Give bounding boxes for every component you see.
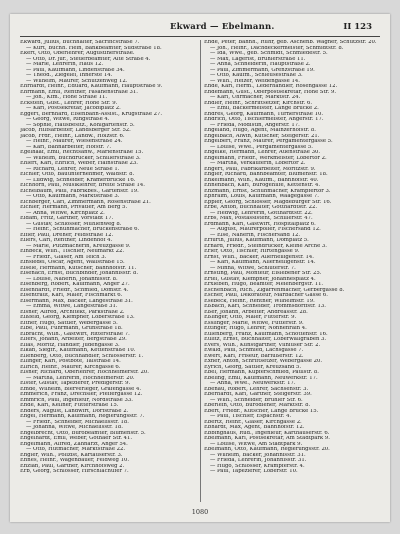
directory-entry: — Karl, Kaufmann, Allerheiligenstr. 14. [210, 260, 316, 265]
directory-entry: — Richard, Lehrer, Neue Straße 1. [26, 166, 120, 172]
column-divider [200, 40, 201, 502]
directory-entry: Ende, Karl, Kellner, Futterstraße 15. [20, 403, 119, 408]
directory-entry: Erbs, Max, Postassistent, Schillerstr. 47. [204, 216, 313, 221]
directory-entry: — Theod., Ziegelei, Innerste 14. [26, 73, 113, 78]
directory-entry: — Anna, Witwe, Kirchplatz 2. [26, 210, 105, 216]
directory-entry: — Paul, Tapezierer, Löberstr. 10. [210, 469, 298, 474]
directory-entry: Einbeck, Wilh., Tischler, Neumarkt 22. [20, 249, 125, 254]
directory-entry: Eifler, Paul, Dreher, Feldstraße 12. [20, 232, 114, 238]
directory-entry: Eppler, Georg, Schlosser, Magdeburger Str. 16. [204, 199, 332, 205]
directory-entry: Elbracht, Wilh., Gastwirt, Ritterstraße 7. [20, 331, 130, 337]
directory-entry: — Sophie, Hausbesitz., Kohlgartenstr. 5. [26, 122, 135, 128]
directory-entry: Eisentraut, Karl, Maler, Fischmarkt 6. [20, 293, 123, 298]
directory-entry: Erbe, Anton, Buchhalter, Gotthardtstr. 22. [204, 205, 318, 210]
directory-entry: — Otto, Kaufm., Schleusestraße 3. [210, 73, 303, 78]
directory-entry: — Frieda, Lehrerin, Johannisstr. 31. [210, 458, 307, 463]
directory-entry: — Karl, Postsekretär, Jacobiplatz 2. [26, 106, 121, 111]
directory-entry: — Kurt, Buchh. Hein, Bankbeamter, Südstraße 18. [26, 45, 162, 51]
directory-entry: Ekward, Julius, Buchhalter, Sacrificstraße 7. [20, 40, 140, 45]
directory-entry: Eschenbach, Rich., Zigarrenmacher, Gerbergasse 8. [204, 287, 345, 293]
directory-entry: Ertel, Gustav, Klempner, Johannesplatz 4. [204, 276, 316, 282]
directory-entry: Erb, Georg, Schlosser, Hirschlachufer 7. [20, 469, 129, 474]
directory-entry: — Louise, Näherin, Johannisstr. 8. [26, 276, 118, 282]
directory-entry: Esslinger, Marie, Witwe, Futterstr. 9. [204, 320, 304, 326]
directory-entry: Enkelmann, Wilh., Kaufm., Bahnhofstr. 40. [204, 177, 319, 183]
directory-entry: Ebbinghaus, Rud., Ingenieur, Karthäuserstr. 6. [204, 430, 330, 436]
directory-entry: — Max, Lagerist, Brühlerstraße 11. [210, 56, 306, 62]
directory-entry: Ernsting, Paul, Monteur, Eislebener Str. 25. [204, 271, 322, 276]
directory-entry: Elfers, Johann, Arbeiter, Bergstraße 29. [20, 337, 127, 342]
directory-entry: Eitner, Hugo, Sattler, Webergasse 5. [20, 320, 118, 326]
directory-entry: Eisenberg, Robert, Kaufmann, Anger 27. [20, 282, 130, 287]
directory-entry: — Emil, Bäckermeister, Lange Brücke 2. [210, 106, 319, 111]
directory-entry: Eichler, Hermann, Privatier, Am Berg 5. [20, 205, 128, 210]
directory-entry: — Otto, Hutmacher, Marktstraße 22. [26, 447, 126, 452]
directory-entry: Enzian, Paul, Gärtner, Kirchhofsweg 2. [20, 463, 125, 469]
directory-entry: Ebenau, Robert, Lehrer, Sachsenstr. 3. [204, 386, 309, 392]
directory-entry: — Emma, Witwe, Langestraße 31. [26, 304, 118, 309]
directory-entry: Engelmann, Friedr., Werkmeister, Löbertor 2. [204, 155, 327, 161]
directory-entry: Ebert, Friedr., Kutscher, Lange Brücke 15. [204, 408, 319, 414]
directory-entry: Emde, Wilhelm, Bierverleger, Grafengasse 4. [20, 386, 142, 392]
directory-entry: Eßlinger, Otto, Maler, Futterstr. 9. [204, 315, 297, 320]
directory-entry: Exner, Anton, Schriftsetzer, Webergasse 20. [204, 359, 323, 364]
directory-entry: Escher, Paul, Dekorateur, Marbacher Gasse 6. [204, 293, 328, 298]
directory-entry: — Paul, Tischler, Espachstr. 4. [210, 414, 292, 419]
directory-entry: Emmerich, Franz, Drechsler, Pfeifergasse 12. [20, 392, 143, 397]
directory-entry: — Wilhelm, Maurer, Schützenweg 12. [26, 78, 128, 84]
directory-entry: — Anna, Wwe., Neuwerkstr. 17. [210, 381, 296, 386]
directory-entry: Enzmann, Ernst, Schuhmacher, Krämpfertor 3. [204, 188, 331, 194]
directory-entry: — Paul, Kaufmann, Lindenstraße 34. [26, 67, 125, 73]
directory-entry: — Wilh., Schneider, Brühler Str. 6. [210, 397, 303, 403]
directory-entry: Endrich, Otto, Tischlermeister, Angerstr. 17. [204, 117, 324, 122]
directory-entry: — Hugo, Schlosser, Krämpferstr. 4. [210, 463, 305, 469]
directory-entry: — Karl, Bahnarbeiter, Hofstr. 7. [26, 144, 112, 150]
directory-entry: Egelhaaf, Emil, Rechtsanw., Marienstraße 15. [20, 150, 144, 155]
directory-entry: Engelke, Hermann, Lehrer, Auenstraße 30. [204, 150, 321, 155]
directory-entry: — Otto, Dr. jur., Steuerbeamter, Alte Straße 4. [26, 56, 151, 62]
directory-entry: Erdmann, Karl, Gastwirt, Hospitalplatz 6. [204, 221, 316, 227]
directory-entry: — Martha, Lehrerin, Hochheimerstr. 20. [26, 375, 135, 381]
directory-entry: Engelbert, Franz, Maurer, Pergamentergasse 5. [204, 139, 333, 144]
directory-entry: — Joh., Kfm., Hohe Straße 11. [26, 95, 108, 100]
directory-entry: Eisele, Hermann, Kutscher, Bahnhofstr. 11. [20, 265, 137, 271]
directory-entry: Ekert, Otto, Oberlehrer, Augustinerstraße. [20, 51, 135, 56]
directory-entry: Eßer, Johann, Arbeiter, Andreasstr. 28. [204, 309, 308, 315]
page-reference: II 123 [343, 22, 372, 32]
directory-entry: Eckstein, Gust., Lehrer, Hohe Str. 9. [20, 100, 118, 106]
directory-entry: Ernst, Wilh., Bäcker, Allerheiligenstr. 14. [204, 254, 314, 260]
directory-entry: — Friedr., Glaser, Am Teich 3. [26, 254, 107, 260]
directory-entry: — Minna, Witwe, Schlüterstr. 7. [210, 265, 296, 271]
directory-entry: — Marie, Putzmacherin, Kreuzgasse 9. [26, 243, 131, 249]
directory-entry: — Hedwig, Lehrerin, Gotthardtstr. 22. [210, 210, 313, 216]
directory-entry: Ebel, Hermann, Kupferschmied, Paulstr. 8. [204, 370, 319, 375]
directory-entry: Jacob, Frdr., Heinr., Landw., Holzstr. 6. [20, 133, 125, 139]
directory-entry: Ellinger, Karl, Postbote, Talstraße 14. [20, 359, 121, 364]
directory-entry: Engelhardt, Emil, Weber, Gothaer Str. 41. [20, 436, 133, 441]
right-column [204, 40, 382, 504]
directory-entry: Emmrich, Paul, Ingenieur, Nordstraße 33. [20, 397, 133, 403]
left-column [20, 40, 198, 504]
directory-entry: Erxleben, Hugo, Beamter, Meienbergstr. 11. [204, 282, 324, 287]
directory-entry: Endler, Heinr., Schriftsetzer, Kirchstr. 6. [204, 100, 313, 106]
directory-entry: — Karl, Uhrmacher, Marktstr. 24. [210, 95, 301, 100]
directory-entry: — Louise, Witwe, Am Stadtpark 9. [210, 441, 303, 447]
directory-entry: Ettinger, Hugo, Lehrer, Nonnenrain 4. [204, 326, 307, 331]
directory-entry: Ennenbach, Karl, Bürogehilfe, Kettenstr. 4. [204, 183, 321, 188]
directory-entry: — Heinr., Maurer, Wiesenstraße 24. [26, 139, 123, 144]
directory-entry: Eggert, Bernhard, Eisenbahn-Assist., Krugstraße 27. [20, 111, 163, 117]
directory-entry: — Joh., Heinr., Dachdeckermeister, Schmidtstr. 8. [210, 45, 344, 51]
directory-entry: — Louise, Wwe., Pergamentergasse 5. [210, 144, 313, 150]
directory-entry: Elkan, Siegfr., Kaufmann, Kettenstraße 10. [20, 348, 136, 353]
directory-entry: — Martha, Verkäuferin, Löbertor 2. [210, 161, 306, 166]
directory-entry: Eisermann, Max, Bäcker, Langestraße 31. [20, 298, 133, 304]
directory-entry: Eulenberg, Franz, Kaufmann, Schottenstr. 16. [204, 331, 328, 337]
directory-entry: Erfurth, Julius, Kaufmann, Domplatz 5. [204, 238, 309, 243]
directory-entry: — Gustav, Schlosser, Mühlenweg 8. [26, 221, 122, 227]
directory-entry: Eidam, Fritz, Gärtner, Vorstadt 17. [20, 216, 114, 221]
directory-entry: Jacob, Hilfsarbeiter, Landsberger Str. 52. [20, 128, 131, 133]
running-title: Ekward — Ebelmann. [170, 22, 275, 32]
directory-entry: Ennes, Heinr., Wagenbauer, Feldweg 10. [20, 458, 130, 463]
directory-entry: Enders, August, Landwirt, Dorfstraße 2. [20, 408, 129, 414]
directory-entry: — Paul, Zimmermann, Grenzstraße 19. [210, 67, 315, 73]
directory-entry: — Johanna, Witwe, Michaelisstr. 18. [26, 425, 123, 430]
directory-entry: Eilers, Carl, Rentner, Lindenhof 4. [20, 238, 113, 243]
header-rule [20, 36, 380, 37]
directory-entry: — Ludwig, Schneider, Krämerbrücke 16. [26, 177, 136, 183]
directory-entry: Engel, Hermann, Kaufmann, Regierungsstr. 7. [20, 414, 145, 419]
directory-entry: Eberhardt, Karl, Gärtner, Steigerstr. 39. [204, 392, 312, 397]
directory-entry: Esebeck, Heinr., Rentner, Wilhelmstr. 19. [204, 298, 315, 304]
directory-entry: Eißfeld, Georg, Klempner, Löberstraße 13. [20, 315, 135, 320]
directory-entry: — Anna, Schneiderin, Hauptstraße 2. [210, 62, 311, 67]
directory-entry: Ebeling, Emil, Kaufmann, Neuwerkstr. 17. [204, 375, 318, 381]
directory-entry: — Heinr., Schuhmacher, Brückenstraße 6. [26, 227, 140, 232]
directory-entry: — Wilhelm, Buchdrucker, Schillerstraße 3. [26, 155, 141, 161]
directory-entry: Eichler, Otto, Bauunternehmer, Waldstr. 8. [20, 172, 135, 177]
directory-entry: Ehlert, Karl, Ehrlich, Weber, Hainstraße 23. [20, 161, 138, 166]
directory-entry: Einsiedel, Oscar, Agent, Wallstraße 15. [20, 260, 125, 265]
directory-entry: Ebhardt, Max, Agent, Bahnhofstr. 12. [204, 425, 305, 430]
directory-entry: Elbe, Paul, Fuhrmann, Grünstraße 18. [20, 326, 123, 331]
directory-entry: Ewald, Paul, Schmied, Lachsgasse 7. [204, 348, 304, 353]
directory-entry: Erler, Otto, Tischler, Hirtengasse 9. [204, 249, 300, 254]
directory-entry: Eisner, Alfred, Architekt, Parkstraße 2. [20, 309, 125, 315]
directory-entry: Eichhorn, Paul, Musiklehrer, Breite Straße 14. [20, 183, 145, 188]
directory-entry: — Marie, Lehrerin, Haus 12. [26, 62, 104, 67]
page-header [10, 22, 390, 34]
directory-entry: Erhard, Friedr., Steindrucker, Kleine Arche 3. [204, 243, 327, 249]
directory-entry: — Ida, Wwe., geb. Schmidt, Schmiedestr. 5. [210, 51, 328, 56]
directory-entry: Engeland, Hugo, Agent, Mainzerhofstr. 8. [204, 128, 316, 133]
directory-entry: Engert, Paul, Fabrikarbeiter, Moritzstr. 9. [204, 166, 316, 172]
directory-entry: Ewert, Karl, Friseur, Barfüßerstr. 12. [204, 353, 304, 359]
directory-entry: Eberlein, Otto, Bürodiener, Marktstr. 8. [204, 403, 311, 408]
directory-entry: Eisenhardt, Friedr., Schmied, Domstr. 4. [20, 287, 129, 293]
directory-entry: Endres, Georg, Kaufmann, Turnerstraße 10. [204, 111, 323, 117]
directory-entry: Endemann, Gust., Oberpostsekretär, Hohe Str. 9. [204, 89, 337, 95]
directory-entry: Engelmann, Alfred, Zahnarzt, Anger 54. [20, 441, 128, 447]
page-number: 1080 [191, 508, 209, 516]
directory-entry: — Wilhelm, Bäcker, Johannisstr. 31. [210, 452, 306, 458]
directory-entry: Ebelmann, Karl, Postsekretär, Am Stadtpark 9. [204, 436, 330, 441]
directory-entry: Eyrich, Georg, Sattler, Kreuzsand 5. [204, 364, 302, 370]
directory-entry: — Wilh., Heizer, Weidengasse 14. [210, 78, 300, 84]
directory-entry: Evers, Wilh., Kunstgärtner, Vilniuser Str. 2. [204, 342, 321, 348]
directory-entry: Engelbach, Alwin, Kutscher, Steigerstr. 21. [204, 133, 320, 139]
directory-entry: Ende, Karl, Herm., Lederhändler, Rosengasse 12. [204, 84, 338, 89]
directory-page [10, 14, 390, 522]
directory-entry: — Georg, Witwe, Ringstraße 4. [26, 117, 110, 122]
directory-entry: Engler, Richard, Bahnbeamter, Blumenstr. 18. [204, 172, 328, 177]
directory-entry: Eßbach, Karl, Schneider, Trommsdorffstr. 13. [204, 304, 326, 309]
directory-entry: Ehrhardt, Heinr., Eduard, Kaufmann, Hauptstraße 9. [20, 84, 163, 89]
directory-entry: Engler, Wilh., Polizist, Kartäuserstr. 3. [20, 452, 123, 458]
directory-entry: Elsner, Richard, Oberlehrer, Hochheimerstr. 20. [20, 370, 149, 375]
directory-entry: Ephraim, Louis, Kaufmann, Waagegasse 7. [204, 194, 319, 199]
directory-entry: Engelbrecht, Otto, Bürobeamter, Blumenstr. 5. [20, 430, 146, 436]
directory-entry: Ebertz, Heinr., Glaser, Kirchgasse 2. [204, 419, 302, 425]
directory-entry: Eisenach, Ernst, Buchbinder, Johannisstr. 8. [20, 271, 139, 276]
directory-entry: Ehrmann, Emil, Rentner, Fasanenstraße 31. [20, 89, 138, 95]
directory-entry: Eichberger, Carl, Zimmermann, Rosenstraße 21. [20, 199, 151, 205]
directory-entry: Elias, Moritz, Händler, Judengasse 3. [20, 342, 120, 348]
directory-entry: Ende, Peter, Bahnh., Ruhr, geb. Aschenb. Wagner, Schützstr. 20. [204, 40, 377, 45]
directory-entry: — Else, Näherin, Fischersand 12. [210, 232, 301, 238]
directory-entry: Ebelmann, Otto, Kaufmann, Regierungsstr. 20. [204, 447, 330, 452]
directory-entry: Ellenberg, Otto, Buchhändler, Schlösserstr. 1. [20, 353, 144, 359]
directory-entry: Ellrich, Heinr., Maurer, Kirchgasse 6. [20, 364, 121, 370]
directory-entry: Elster, Gustav, Tapezierer, Predigerstr. 9. [20, 381, 131, 386]
directory-entry: — Friedr., Schneider, Michaelisstr. 18. [26, 419, 129, 425]
directory-entry: — Otto, Kaufmann, Marktstraße 3. [26, 194, 120, 199]
directory-entry: — Frieda, Modistin, Angerstr. 17. [210, 122, 300, 128]
directory-entry: Eulitz, Ernst, Buchhalter, Löberwallgraben 3. [204, 337, 327, 342]
directory-entry: Eichelbaum, Paul, Fabrikbes., Gartenstr. 19. [20, 188, 139, 194]
directory-entry: — August, Maurerpolier, Fischersand 12. [210, 227, 321, 232]
